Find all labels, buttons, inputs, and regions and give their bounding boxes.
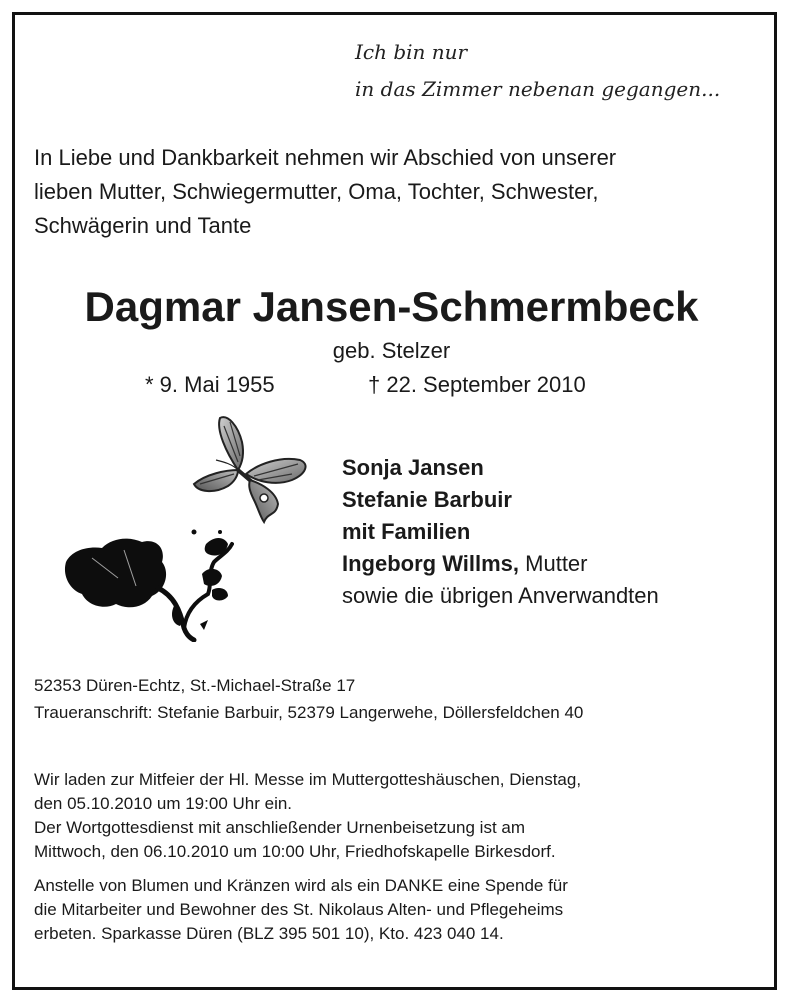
address-block xyxy=(34,672,583,726)
donation-line-1: Anstelle von Blumen und Kränzen wird als ein DANKE eine Spende für xyxy=(34,876,568,895)
quote xyxy=(355,34,720,108)
address-line-1: 52353 Düren-Echtz, St.-Michael-Straße 17 xyxy=(34,676,356,695)
service-line-3: Der Wortgottesdienst mit anschließender Urnenbeisetzung ist am xyxy=(34,818,526,837)
service-info xyxy=(34,768,581,946)
quote-line-1: Ich bin nur xyxy=(355,40,468,64)
service-line-1: Wir laden zur Mitfeier der Hl. Messe im Muttergotteshäuschen, Dienstag, xyxy=(34,770,582,789)
intro-text xyxy=(34,141,759,243)
birth-date: * 9. Mai 1955 xyxy=(145,372,275,397)
intro-line-2: lieben Mutter, Schwiegermutter, Oma, Tochter, Schwester, xyxy=(34,179,599,204)
family-line-3: mit Familien xyxy=(342,519,471,544)
paragraph-gap xyxy=(34,864,581,874)
intro-line-1: In Liebe und Dankbarkeit nehmen wir Abschied von unserer xyxy=(34,145,617,170)
family-signatures xyxy=(342,452,659,612)
family-line-2: Stefanie Barbuir xyxy=(342,487,512,512)
maiden-name: geb. Stelzer xyxy=(332,338,451,363)
death-date: † 22. September 2010 xyxy=(368,372,586,397)
deceased-name: Dagmar Jansen-Schmermbeck xyxy=(84,283,699,330)
address-line-2: Traueranschrift: Stefanie Barbuir, 52379 Langerwehe, Döllersfeldchen 40 xyxy=(34,703,584,722)
quote-line-2: in das Zimmer nebenan gegangen... xyxy=(355,77,721,101)
service-line-2: den 05.10.2010 um 19:00 Uhr ein. xyxy=(34,794,293,813)
family-line-5: sowie die übrigen Anverwandten xyxy=(342,583,659,608)
family-line-4 xyxy=(342,548,659,580)
family-line-4-name: Ingeborg Willms, xyxy=(342,551,520,576)
donation-line-3: erbeten. Sparkasse Düren (BLZ 395 501 10), Kto. 423 040 14. xyxy=(34,924,504,943)
butterfly-icon xyxy=(188,412,313,530)
intro-line-3: Schwägerin und Tante xyxy=(34,213,252,238)
donation-line-2: die Mitarbeiter und Bewohner des St. Nikolaus Alten- und Pflegeheims xyxy=(34,900,564,919)
family-line-4-relation: Mutter xyxy=(519,551,588,576)
family-line-1: Sonja Jansen xyxy=(342,455,484,480)
service-line-4: Mittwoch, den 06.10.2010 um 10:00 Uhr, Friedhofskapelle Birkesdorf. xyxy=(34,842,556,861)
branch-silhouette-icon xyxy=(62,528,234,642)
